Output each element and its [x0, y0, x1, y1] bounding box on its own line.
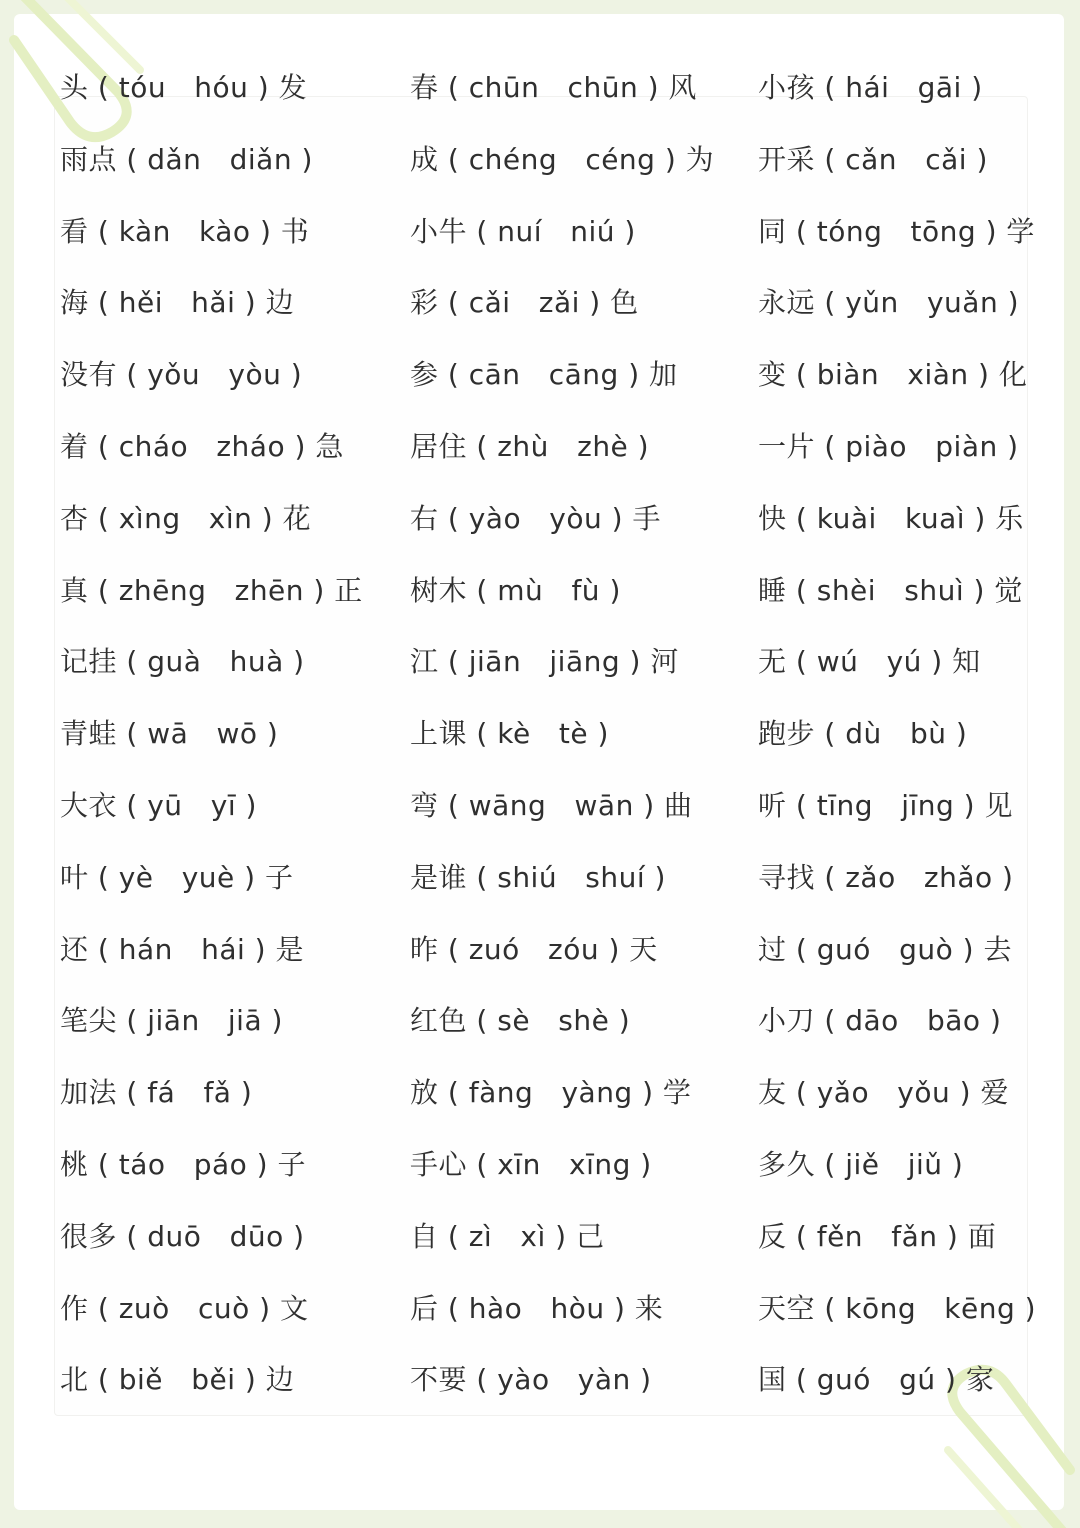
pinyin-choice-item: 同 ( tóng tōng ) 学 — [758, 214, 1035, 248]
pinyin-choice-item: 天空 ( kōng kēng ) — [758, 1291, 1037, 1325]
exercise-row — [0, 196, 1080, 268]
exercise-row — [0, 914, 1080, 986]
exercise-row — [0, 52, 1080, 124]
pinyin-choice-item: 加法 ( fá fǎ ) — [60, 1076, 253, 1110]
pinyin-choice-item: 睡 ( shèi shuì ) 觉 — [758, 573, 1023, 607]
pinyin-choice-item: 右 ( yào yòu ) 手 — [410, 501, 661, 535]
pinyin-choice-item: 成 ( chéng céng ) 为 — [410, 142, 715, 176]
exercise-row — [0, 1201, 1080, 1273]
pinyin-choice-item: 还 ( hán hái ) 是 — [60, 932, 304, 966]
exercise-row — [0, 1273, 1080, 1345]
pinyin-choice-item: 树木 ( mù fù ) — [410, 573, 621, 607]
pinyin-choice-item: 青蛙 ( wā wō ) — [60, 717, 279, 751]
pinyin-choice-item: 着 ( cháo zháo ) 急 — [60, 430, 344, 463]
pinyin-choice-item: 友 ( yǎo yǒu ) 爱 — [758, 1076, 1009, 1110]
pinyin-choice-item: 叶 ( yè yuè ) 子 — [60, 860, 294, 894]
pinyin-choice-item: 作 ( zuò cuò ) 文 — [60, 1291, 309, 1325]
pinyin-choice-item: 北 ( biě běi ) 边 — [60, 1363, 295, 1397]
pinyin-choice-item: 上课 ( kè tè ) — [410, 717, 609, 751]
pinyin-choice-item: 反 ( fěn fǎn ) 面 — [758, 1219, 997, 1253]
exercise-row — [0, 1344, 1080, 1416]
pinyin-choice-item: 放 ( fàng yàng ) 学 — [410, 1076, 692, 1110]
pinyin-choice-item: 多久 ( jiě jiǔ ) — [758, 1148, 964, 1181]
exercise-row — [0, 985, 1080, 1057]
pinyin-choice-item: 小孩 ( hái gāi ) — [758, 71, 983, 104]
pinyin-choice-item: 记挂 ( guà huà ) — [60, 645, 305, 679]
pinyin-choice-item: 是谁 ( shiú shuí ) — [410, 860, 666, 894]
pinyin-choice-item: 参 ( cān cāng ) 加 — [410, 358, 678, 392]
pinyin-choice-item: 没有 ( yǒu yòu ) — [60, 358, 303, 392]
pinyin-choice-item: 不要 ( yào yàn ) — [410, 1363, 652, 1397]
pinyin-choice-item: 彩 ( cǎi zǎi ) 色 — [410, 286, 639, 320]
exercise-row — [0, 842, 1080, 914]
exercise-row — [0, 770, 1080, 842]
exercise-row — [0, 626, 1080, 698]
pinyin-choice-item: 无 ( wú yú ) 知 — [758, 645, 981, 679]
pinyin-choice-item: 杏 ( xìng xìn ) 花 — [60, 501, 312, 535]
exercise-row — [0, 411, 1080, 483]
exercise-row — [0, 483, 1080, 555]
pinyin-choice-item: 小刀 ( dāo bāo ) — [758, 1004, 1002, 1038]
pinyin-choice-item: 过 ( guó guò ) 去 — [758, 932, 1012, 966]
pinyin-choice-item: 寻找 ( zǎo zhǎo ) — [758, 860, 1014, 894]
pinyin-choice-item: 笔尖 ( jiān jiā ) — [60, 1004, 283, 1038]
pinyin-choice-item: 永远 ( yǔn yuǎn ) — [758, 286, 1020, 320]
pinyin-choice-item: 快 ( kuài kuaì ) 乐 — [758, 501, 1024, 535]
pinyin-exercise-grid — [0, 52, 1080, 1452]
pinyin-choice-item: 跑步 ( dù bù ) — [758, 717, 968, 751]
pinyin-choice-item: 雨点 ( dǎn diǎn ) — [60, 142, 313, 176]
exercise-row — [0, 698, 1080, 770]
pinyin-choice-item: 江 ( jiān jiāng ) 河 — [410, 645, 679, 679]
pinyin-choice-item: 昨 ( zuó zóu ) 天 — [410, 932, 658, 966]
pinyin-choice-item: 桃 ( táo páo ) 子 — [60, 1148, 306, 1181]
pinyin-choice-item: 国 ( guó gú ) 家 — [758, 1363, 995, 1397]
pinyin-choice-item: 看 ( kàn kào ) 书 — [60, 214, 310, 248]
pinyin-choice-item: 听 ( tīng jīng ) 见 — [758, 789, 1014, 822]
pinyin-choice-item: 真 ( zhēng zhēn ) 正 — [60, 573, 363, 607]
pinyin-choice-item: 居住 ( zhù zhè ) — [410, 430, 650, 463]
pinyin-choice-item: 海 ( hěi hǎi ) 边 — [60, 286, 295, 320]
pinyin-choice-item: 春 ( chūn chūn ) 风 — [410, 71, 697, 104]
pinyin-choice-item: 后 ( hào hòu ) 来 — [410, 1291, 664, 1325]
pinyin-choice-item: 一片 ( piào piàn ) — [758, 430, 1019, 463]
pinyin-choice-item: 大衣 ( yū yī ) — [60, 789, 257, 822]
exercise-row — [0, 1129, 1080, 1201]
pinyin-choice-item: 自 ( zì xì ) 己 — [410, 1219, 605, 1253]
pinyin-choice-item: 小牛 ( nuí niú ) — [410, 214, 636, 248]
exercise-row — [0, 1057, 1080, 1129]
pinyin-choice-item: 头 ( tóu hóu ) 发 — [60, 71, 308, 104]
pinyin-choice-item: 变 ( biàn xiàn ) 化 — [758, 358, 1028, 392]
exercise-row — [0, 124, 1080, 196]
exercise-row — [0, 339, 1080, 411]
pinyin-choice-item: 很多 ( duō dūo ) — [60, 1219, 305, 1253]
exercise-row — [0, 267, 1080, 339]
pinyin-choice-item: 开采 ( cǎn cǎi ) — [758, 142, 988, 176]
pinyin-choice-item: 弯 ( wāng wān ) 曲 — [410, 789, 693, 822]
exercise-row — [0, 555, 1080, 627]
pinyin-choice-item: 手心 ( xīn xīng ) — [410, 1148, 652, 1181]
pinyin-choice-item: 红色 ( sè shè ) — [410, 1004, 631, 1038]
